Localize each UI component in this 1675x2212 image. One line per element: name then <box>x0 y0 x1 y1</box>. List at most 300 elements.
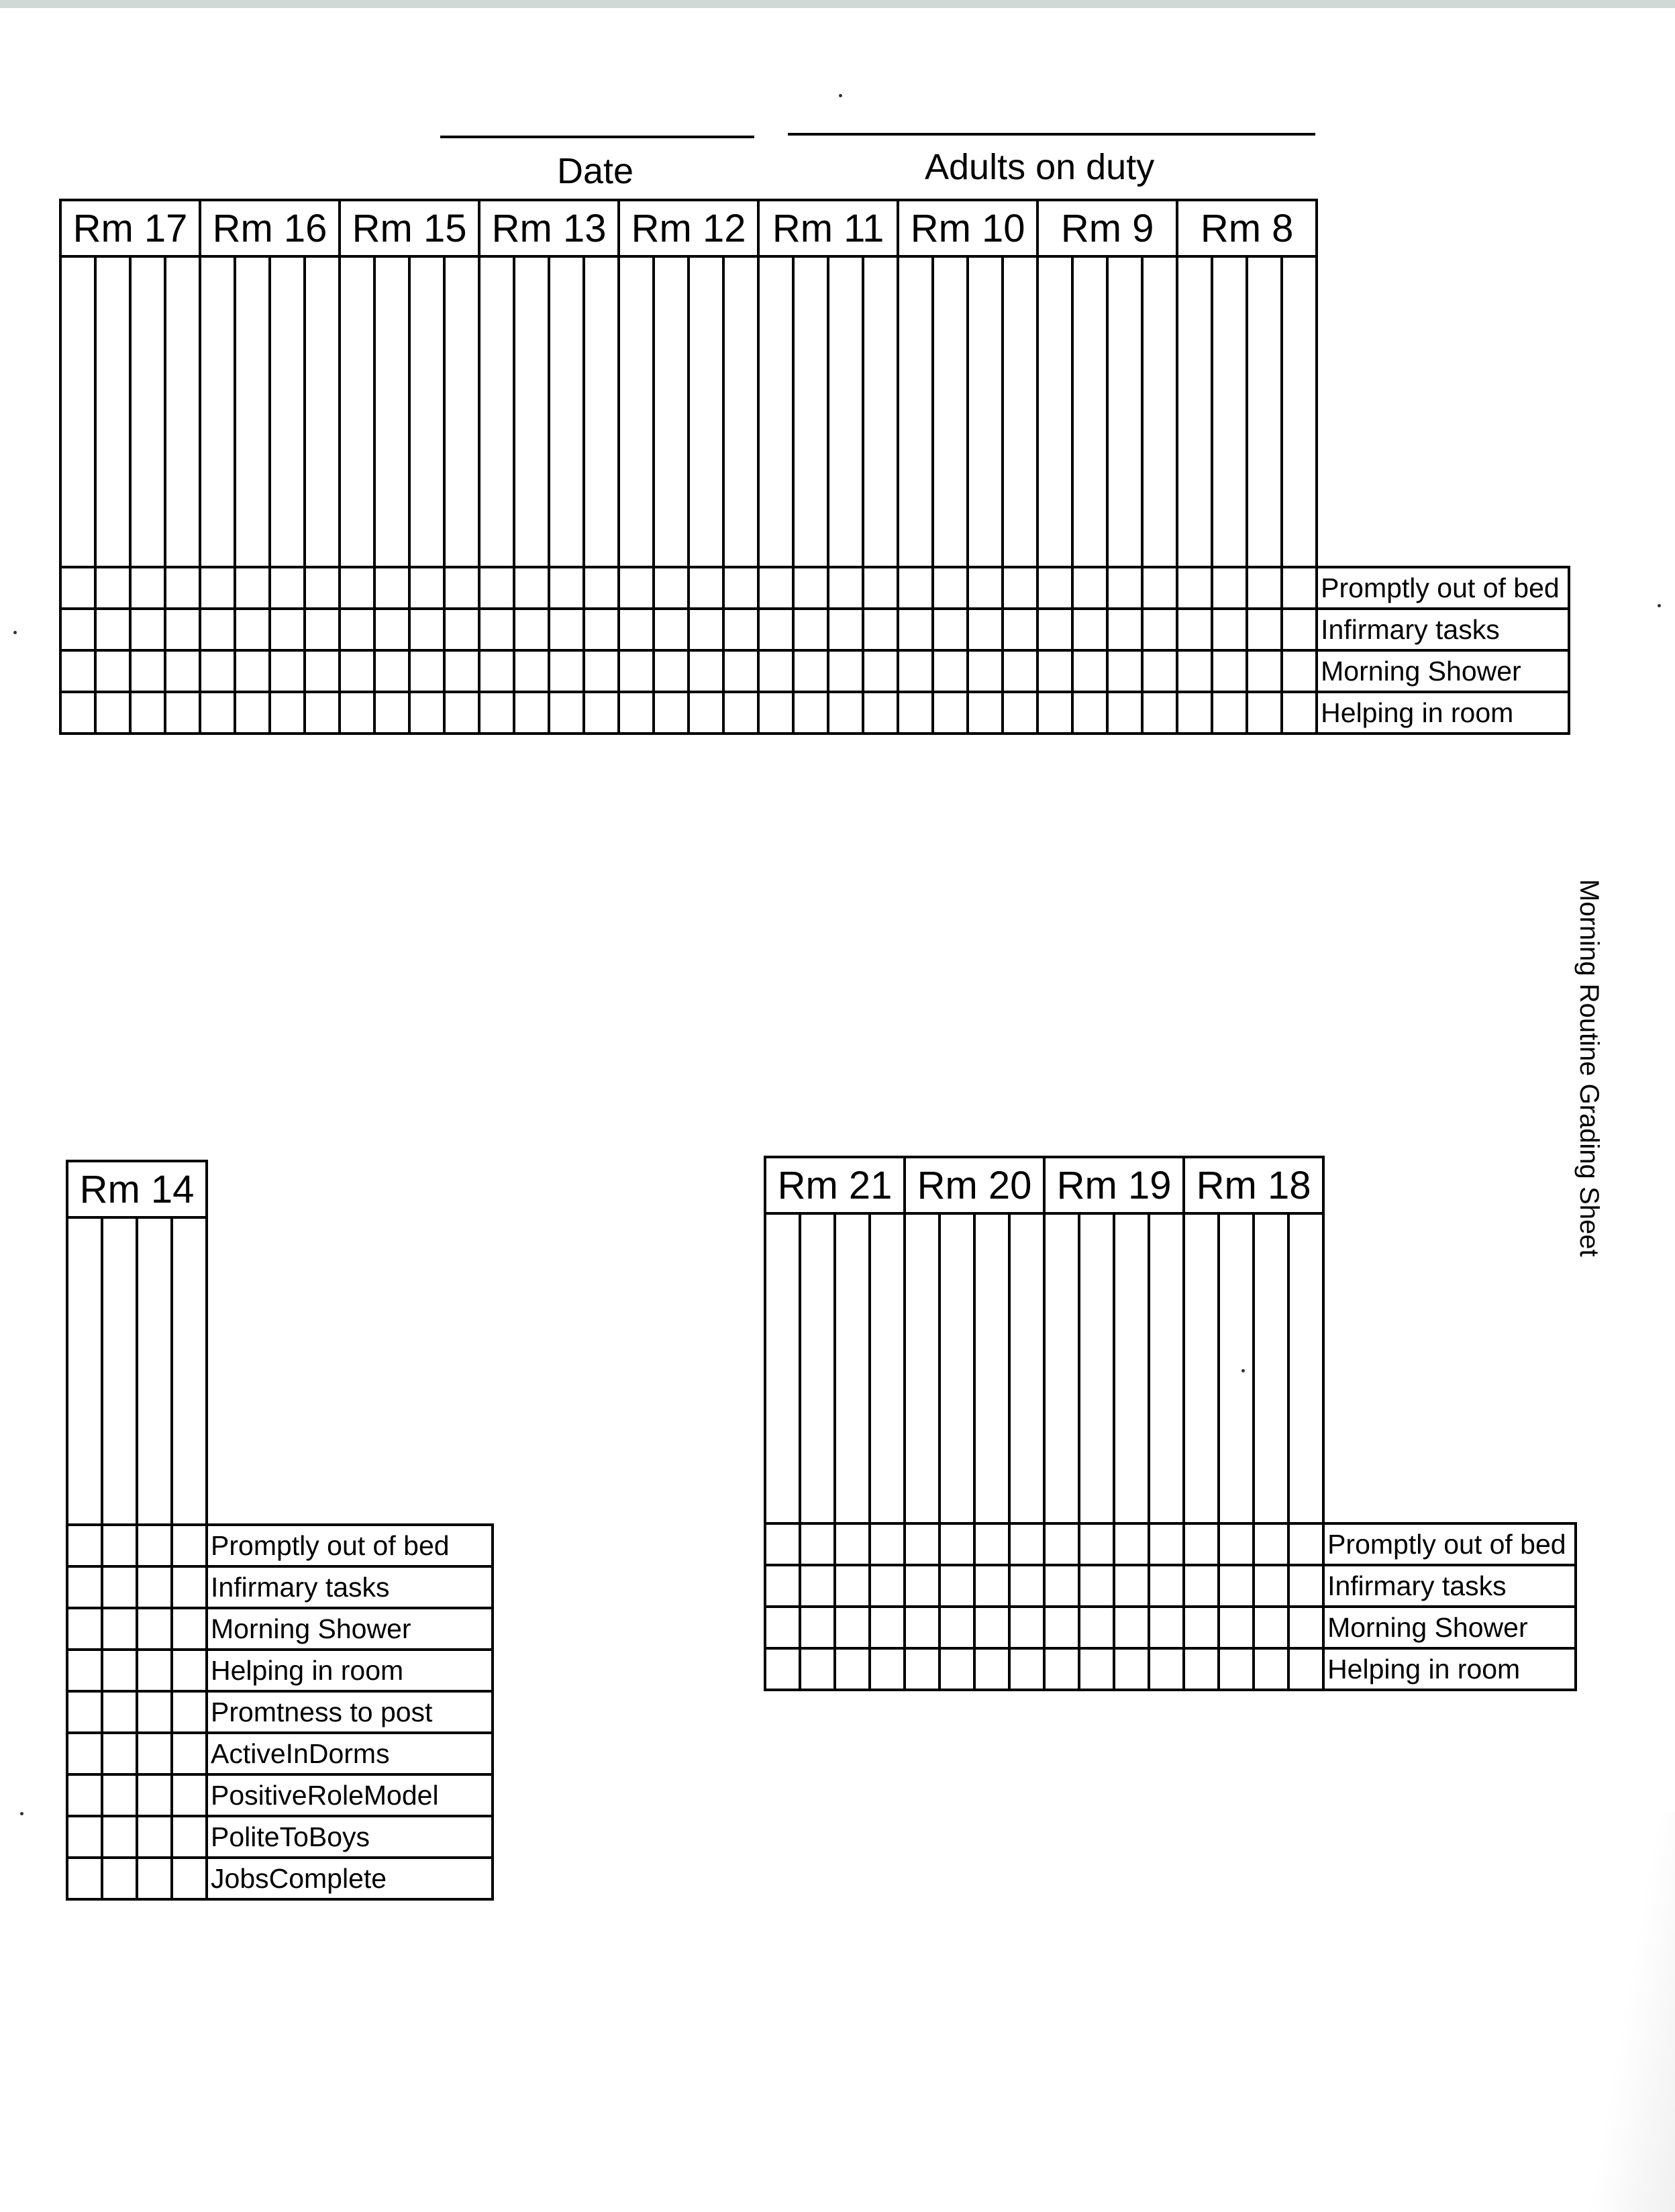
name-cell[interactable] <box>765 1213 800 1523</box>
grade-cell[interactable] <box>1247 692 1282 734</box>
grade-cell[interactable] <box>1254 1523 1288 1565</box>
grade-cell[interactable] <box>1072 609 1107 650</box>
name-cell[interactable] <box>1009 1213 1044 1523</box>
grade-cell[interactable] <box>1142 609 1177 650</box>
grade-cell[interactable] <box>1079 1607 1114 1648</box>
date-field-line[interactable] <box>440 136 754 138</box>
grade-cell[interactable] <box>793 692 828 734</box>
grade-cell[interactable] <box>60 567 95 609</box>
grade-cell[interactable] <box>689 567 723 609</box>
grade-cell[interactable] <box>1282 609 1317 650</box>
grade-cell[interactable] <box>765 1523 800 1565</box>
grade-cell[interactable] <box>765 1565 800 1607</box>
name-cell[interactable] <box>374 256 409 567</box>
name-cell[interactable] <box>172 1217 207 1525</box>
name-cell[interactable] <box>584 256 619 567</box>
grade-cell[interactable] <box>137 1733 172 1774</box>
grade-cell[interactable] <box>968 567 1003 609</box>
grade-cell[interactable] <box>1254 1565 1288 1607</box>
grade-cell[interactable] <box>1114 1565 1149 1607</box>
grade-cell[interactable] <box>1072 650 1107 692</box>
grade-cell[interactable] <box>172 1608 207 1650</box>
grade-cell[interactable] <box>1114 1648 1149 1690</box>
name-cell[interactable] <box>968 256 1003 567</box>
grade-cell[interactable] <box>305 650 340 692</box>
grade-cell[interactable] <box>1254 1648 1288 1690</box>
grade-cell[interactable] <box>1212 650 1247 692</box>
name-cell[interactable] <box>102 1217 137 1525</box>
grade-cell[interactable] <box>1282 692 1317 734</box>
name-cell[interactable] <box>1114 1213 1149 1523</box>
grade-cell[interactable] <box>1288 1565 1323 1607</box>
grade-cell[interactable] <box>1184 1523 1219 1565</box>
grade-cell[interactable] <box>235 650 270 692</box>
name-cell[interactable] <box>1079 1213 1114 1523</box>
name-cell[interactable] <box>270 256 305 567</box>
grade-cell[interactable] <box>1177 567 1212 609</box>
grade-cell[interactable] <box>1079 1565 1114 1607</box>
grade-cell[interactable] <box>172 1858 207 1899</box>
grade-cell[interactable] <box>1247 609 1282 650</box>
name-cell[interactable] <box>514 256 549 567</box>
grade-cell[interactable] <box>1107 692 1142 734</box>
name-cell[interactable] <box>654 256 689 567</box>
grade-cell[interactable] <box>444 609 479 650</box>
grade-cell[interactable] <box>584 650 619 692</box>
grade-cell[interactable] <box>1044 1523 1079 1565</box>
name-cell[interactable] <box>340 256 374 567</box>
grade-cell[interactable] <box>1219 1565 1254 1607</box>
name-cell[interactable] <box>905 1213 940 1523</box>
grade-cell[interactable] <box>137 1608 172 1650</box>
grade-cell[interactable] <box>165 692 200 734</box>
grade-cell[interactable] <box>137 1691 172 1733</box>
grade-cell[interactable] <box>1288 1607 1323 1648</box>
grade-cell[interactable] <box>165 650 200 692</box>
grade-cell[interactable] <box>940 1648 974 1690</box>
grade-cell[interactable] <box>974 1648 1009 1690</box>
grade-cell[interactable] <box>102 1608 137 1650</box>
name-cell[interactable] <box>1037 256 1072 567</box>
name-cell[interactable] <box>130 256 165 567</box>
grade-cell[interactable] <box>172 1691 207 1733</box>
grade-cell[interactable] <box>130 650 165 692</box>
grade-cell[interactable] <box>200 567 235 609</box>
grade-cell[interactable] <box>793 650 828 692</box>
name-cell[interactable] <box>723 256 758 567</box>
name-cell[interactable] <box>1282 256 1317 567</box>
grade-cell[interactable] <box>67 1733 102 1774</box>
name-cell[interactable] <box>835 1213 870 1523</box>
grade-cell[interactable] <box>1009 1565 1044 1607</box>
grade-cell[interactable] <box>793 567 828 609</box>
grade-cell[interactable] <box>270 650 305 692</box>
name-cell[interactable] <box>200 256 235 567</box>
grade-cell[interactable] <box>130 692 165 734</box>
grade-cell[interactable] <box>409 692 444 734</box>
grade-cell[interactable] <box>1107 567 1142 609</box>
grade-cell[interactable] <box>800 1607 835 1648</box>
grade-cell[interactable] <box>137 1525 172 1566</box>
grade-cell[interactable] <box>67 1566 102 1608</box>
name-cell[interactable] <box>549 256 584 567</box>
grade-cell[interactable] <box>60 609 95 650</box>
grade-cell[interactable] <box>1037 567 1072 609</box>
grade-cell[interactable] <box>374 650 409 692</box>
grade-cell[interactable] <box>689 609 723 650</box>
grade-cell[interactable] <box>479 650 514 692</box>
grade-cell[interactable] <box>67 1858 102 1899</box>
grade-cell[interactable] <box>933 567 968 609</box>
grade-cell[interactable] <box>800 1648 835 1690</box>
grade-cell[interactable] <box>765 1607 800 1648</box>
grade-cell[interactable] <box>1149 1523 1184 1565</box>
name-cell[interactable] <box>1149 1213 1184 1523</box>
grade-cell[interactable] <box>172 1525 207 1566</box>
grade-cell[interactable] <box>905 1607 940 1648</box>
grade-cell[interactable] <box>1044 1565 1079 1607</box>
grade-cell[interactable] <box>67 1650 102 1691</box>
grade-cell[interactable] <box>933 609 968 650</box>
name-cell[interactable] <box>1142 256 1177 567</box>
grade-cell[interactable] <box>654 609 689 650</box>
grade-cell[interactable] <box>974 1523 1009 1565</box>
grade-cell[interactable] <box>1247 650 1282 692</box>
grade-cell[interactable] <box>514 567 549 609</box>
grade-cell[interactable] <box>863 609 898 650</box>
grade-cell[interactable] <box>974 1607 1009 1648</box>
grade-cell[interactable] <box>1149 1648 1184 1690</box>
grade-cell[interactable] <box>1219 1523 1254 1565</box>
grade-cell[interactable] <box>1142 692 1177 734</box>
grade-cell[interactable] <box>165 567 200 609</box>
grade-cell[interactable] <box>758 609 793 650</box>
grade-cell[interactable] <box>1177 609 1212 650</box>
grade-cell[interactable] <box>1037 609 1072 650</box>
grade-cell[interactable] <box>409 567 444 609</box>
grade-cell[interactable] <box>479 567 514 609</box>
grade-cell[interactable] <box>800 1523 835 1565</box>
grade-cell[interactable] <box>828 567 863 609</box>
name-cell[interactable] <box>60 256 95 567</box>
grade-cell[interactable] <box>137 1566 172 1608</box>
grade-cell[interactable] <box>1288 1648 1323 1690</box>
grade-cell[interactable] <box>549 609 584 650</box>
grade-cell[interactable] <box>165 609 200 650</box>
grade-cell[interactable] <box>374 609 409 650</box>
name-cell[interactable] <box>1003 256 1037 567</box>
grade-cell[interactable] <box>95 567 130 609</box>
name-cell[interactable] <box>479 256 514 567</box>
name-cell[interactable] <box>67 1217 102 1525</box>
grade-cell[interactable] <box>200 692 235 734</box>
grade-cell[interactable] <box>1184 1648 1219 1690</box>
grade-cell[interactable] <box>940 1565 974 1607</box>
grade-cell[interactable] <box>235 567 270 609</box>
grade-cell[interactable] <box>835 1648 870 1690</box>
name-cell[interactable] <box>1254 1213 1288 1523</box>
grade-cell[interactable] <box>1219 1648 1254 1690</box>
grade-cell[interactable] <box>1212 692 1247 734</box>
grade-cell[interactable] <box>1003 609 1037 650</box>
grade-cell[interactable] <box>137 1816 172 1858</box>
grade-cell[interactable] <box>1037 650 1072 692</box>
name-cell[interactable] <box>137 1217 172 1525</box>
name-cell[interactable] <box>870 1213 905 1523</box>
grade-cell[interactable] <box>723 567 758 609</box>
grade-cell[interactable] <box>863 692 898 734</box>
grade-cell[interactable] <box>340 609 374 650</box>
grade-cell[interactable] <box>619 692 654 734</box>
grade-cell[interactable] <box>1212 609 1247 650</box>
grade-cell[interactable] <box>1044 1648 1079 1690</box>
grade-cell[interactable] <box>584 567 619 609</box>
name-cell[interactable] <box>1107 256 1142 567</box>
grade-cell[interactable] <box>1149 1607 1184 1648</box>
grade-cell[interactable] <box>374 692 409 734</box>
grade-cell[interactable] <box>137 1858 172 1899</box>
grade-cell[interactable] <box>1212 567 1247 609</box>
grade-cell[interactable] <box>765 1648 800 1690</box>
grade-cell[interactable] <box>102 1525 137 1566</box>
grade-cell[interactable] <box>67 1691 102 1733</box>
grade-cell[interactable] <box>1003 567 1037 609</box>
grade-cell[interactable] <box>1009 1648 1044 1690</box>
grade-cell[interactable] <box>340 650 374 692</box>
grade-cell[interactable] <box>95 692 130 734</box>
grade-cell[interactable] <box>828 609 863 650</box>
grade-cell[interactable] <box>870 1648 905 1690</box>
grade-cell[interactable] <box>102 1816 137 1858</box>
name-cell[interactable] <box>689 256 723 567</box>
grade-cell[interactable] <box>444 567 479 609</box>
grade-cell[interactable] <box>67 1608 102 1650</box>
name-cell[interactable] <box>1177 256 1212 567</box>
grade-cell[interactable] <box>102 1774 137 1816</box>
grade-cell[interactable] <box>444 692 479 734</box>
grade-cell[interactable] <box>340 567 374 609</box>
grade-cell[interactable] <box>1288 1523 1323 1565</box>
grade-cell[interactable] <box>758 650 793 692</box>
grade-cell[interactable] <box>800 1565 835 1607</box>
grade-cell[interactable] <box>870 1565 905 1607</box>
grade-cell[interactable] <box>723 650 758 692</box>
grade-cell[interactable] <box>1142 567 1177 609</box>
grade-cell[interactable] <box>200 650 235 692</box>
grade-cell[interactable] <box>409 650 444 692</box>
grade-cell[interactable] <box>619 650 654 692</box>
grade-cell[interactable] <box>444 650 479 692</box>
grade-cell[interactable] <box>60 650 95 692</box>
grade-cell[interactable] <box>514 650 549 692</box>
grade-cell[interactable] <box>940 1523 974 1565</box>
grade-cell[interactable] <box>940 1607 974 1648</box>
name-cell[interactable] <box>1184 1213 1219 1523</box>
grade-cell[interactable] <box>898 650 933 692</box>
grade-cell[interactable] <box>340 692 374 734</box>
grade-cell[interactable] <box>898 567 933 609</box>
grade-cell[interactable] <box>1107 609 1142 650</box>
grade-cell[interactable] <box>898 609 933 650</box>
grade-cell[interactable] <box>1114 1523 1149 1565</box>
name-cell[interactable] <box>1212 256 1247 567</box>
grade-cell[interactable] <box>67 1816 102 1858</box>
name-cell[interactable] <box>898 256 933 567</box>
grade-cell[interactable] <box>1142 650 1177 692</box>
name-cell[interactable] <box>800 1213 835 1523</box>
name-cell[interactable] <box>444 256 479 567</box>
grade-cell[interactable] <box>1149 1565 1184 1607</box>
grade-cell[interactable] <box>1107 650 1142 692</box>
grade-cell[interactable] <box>584 609 619 650</box>
grade-cell[interactable] <box>968 650 1003 692</box>
name-cell[interactable] <box>1072 256 1107 567</box>
grade-cell[interactable] <box>1072 692 1107 734</box>
grade-cell[interactable] <box>102 1566 137 1608</box>
name-cell[interactable] <box>619 256 654 567</box>
name-cell[interactable] <box>1219 1213 1254 1523</box>
name-cell[interactable] <box>235 256 270 567</box>
grade-cell[interactable] <box>828 692 863 734</box>
grade-cell[interactable] <box>102 1691 137 1733</box>
grade-cell[interactable] <box>1079 1523 1114 1565</box>
name-cell[interactable] <box>940 1213 974 1523</box>
grade-cell[interactable] <box>172 1816 207 1858</box>
grade-cell[interactable] <box>67 1774 102 1816</box>
name-cell[interactable] <box>793 256 828 567</box>
grade-cell[interactable] <box>172 1566 207 1608</box>
grade-cell[interactable] <box>863 567 898 609</box>
grade-cell[interactable] <box>905 1648 940 1690</box>
grade-cell[interactable] <box>870 1523 905 1565</box>
grade-cell[interactable] <box>60 692 95 734</box>
grade-cell[interactable] <box>1072 567 1107 609</box>
name-cell[interactable] <box>828 256 863 567</box>
grade-cell[interactable] <box>933 692 968 734</box>
grade-cell[interactable] <box>305 692 340 734</box>
grade-cell[interactable] <box>1282 567 1317 609</box>
grade-cell[interactable] <box>654 567 689 609</box>
grade-cell[interactable] <box>235 692 270 734</box>
grade-cell[interactable] <box>654 650 689 692</box>
grade-cell[interactable] <box>270 567 305 609</box>
grade-cell[interactable] <box>905 1523 940 1565</box>
grade-cell[interactable] <box>200 609 235 650</box>
name-cell[interactable] <box>933 256 968 567</box>
grade-cell[interactable] <box>1003 650 1037 692</box>
grade-cell[interactable] <box>619 567 654 609</box>
grade-cell[interactable] <box>1184 1607 1219 1648</box>
grade-cell[interactable] <box>549 567 584 609</box>
grade-cell[interactable] <box>67 1525 102 1566</box>
name-cell[interactable] <box>95 256 130 567</box>
grade-cell[interactable] <box>835 1607 870 1648</box>
grade-cell[interactable] <box>1247 567 1282 609</box>
grade-cell[interactable] <box>723 609 758 650</box>
grade-cell[interactable] <box>1009 1523 1044 1565</box>
grade-cell[interactable] <box>758 692 793 734</box>
grade-cell[interactable] <box>102 1858 137 1899</box>
grade-cell[interactable] <box>305 567 340 609</box>
grade-cell[interactable] <box>1177 692 1212 734</box>
grade-cell[interactable] <box>654 692 689 734</box>
grade-cell[interactable] <box>514 692 549 734</box>
grade-cell[interactable] <box>974 1565 1009 1607</box>
grade-cell[interactable] <box>409 609 444 650</box>
grade-cell[interactable] <box>870 1607 905 1648</box>
grade-cell[interactable] <box>235 609 270 650</box>
name-cell[interactable] <box>305 256 340 567</box>
grade-cell[interactable] <box>1003 692 1037 734</box>
grade-cell[interactable] <box>172 1774 207 1816</box>
grade-cell[interactable] <box>584 692 619 734</box>
grade-cell[interactable] <box>1037 692 1072 734</box>
grade-cell[interactable] <box>172 1650 207 1691</box>
name-cell[interactable] <box>1044 1213 1079 1523</box>
grade-cell[interactable] <box>828 650 863 692</box>
grade-cell[interactable] <box>968 609 1003 650</box>
grade-cell[interactable] <box>374 567 409 609</box>
grade-cell[interactable] <box>898 692 933 734</box>
grade-cell[interactable] <box>968 692 1003 734</box>
grade-cell[interactable] <box>933 650 968 692</box>
grade-cell[interactable] <box>270 692 305 734</box>
grade-cell[interactable] <box>1219 1607 1254 1648</box>
name-cell[interactable] <box>863 256 898 567</box>
grade-cell[interactable] <box>130 609 165 650</box>
adults-on-duty-field-line[interactable] <box>788 133 1315 136</box>
grade-cell[interactable] <box>1044 1607 1079 1648</box>
grade-cell[interactable] <box>172 1733 207 1774</box>
grade-cell[interactable] <box>130 567 165 609</box>
grade-cell[interactable] <box>863 650 898 692</box>
grade-cell[interactable] <box>1184 1565 1219 1607</box>
grade-cell[interactable] <box>689 692 723 734</box>
grade-cell[interactable] <box>1177 650 1212 692</box>
grade-cell[interactable] <box>835 1523 870 1565</box>
grade-cell[interactable] <box>1009 1607 1044 1648</box>
grade-cell[interactable] <box>549 650 584 692</box>
grade-cell[interactable] <box>1282 650 1317 692</box>
grade-cell[interactable] <box>102 1733 137 1774</box>
grade-cell[interactable] <box>137 1774 172 1816</box>
grade-cell[interactable] <box>95 650 130 692</box>
grade-cell[interactable] <box>305 609 340 650</box>
grade-cell[interactable] <box>137 1650 172 1691</box>
grade-cell[interactable] <box>1254 1607 1288 1648</box>
grade-cell[interactable] <box>793 609 828 650</box>
grade-cell[interactable] <box>1079 1648 1114 1690</box>
name-cell[interactable] <box>1247 256 1282 567</box>
grade-cell[interactable] <box>479 609 514 650</box>
name-cell[interactable] <box>758 256 793 567</box>
name-cell[interactable] <box>1288 1213 1323 1523</box>
grade-cell[interactable] <box>689 650 723 692</box>
grade-cell[interactable] <box>619 609 654 650</box>
grade-cell[interactable] <box>514 609 549 650</box>
grade-cell[interactable] <box>758 567 793 609</box>
grade-cell[interactable] <box>95 609 130 650</box>
grade-cell[interactable] <box>549 692 584 734</box>
grade-cell[interactable] <box>1114 1607 1149 1648</box>
name-cell[interactable] <box>165 256 200 567</box>
grade-cell[interactable] <box>905 1565 940 1607</box>
grade-cell[interactable] <box>723 692 758 734</box>
name-cell[interactable] <box>409 256 444 567</box>
grade-cell[interactable] <box>102 1650 137 1691</box>
name-cell[interactable] <box>974 1213 1009 1523</box>
grade-cell[interactable] <box>479 692 514 734</box>
